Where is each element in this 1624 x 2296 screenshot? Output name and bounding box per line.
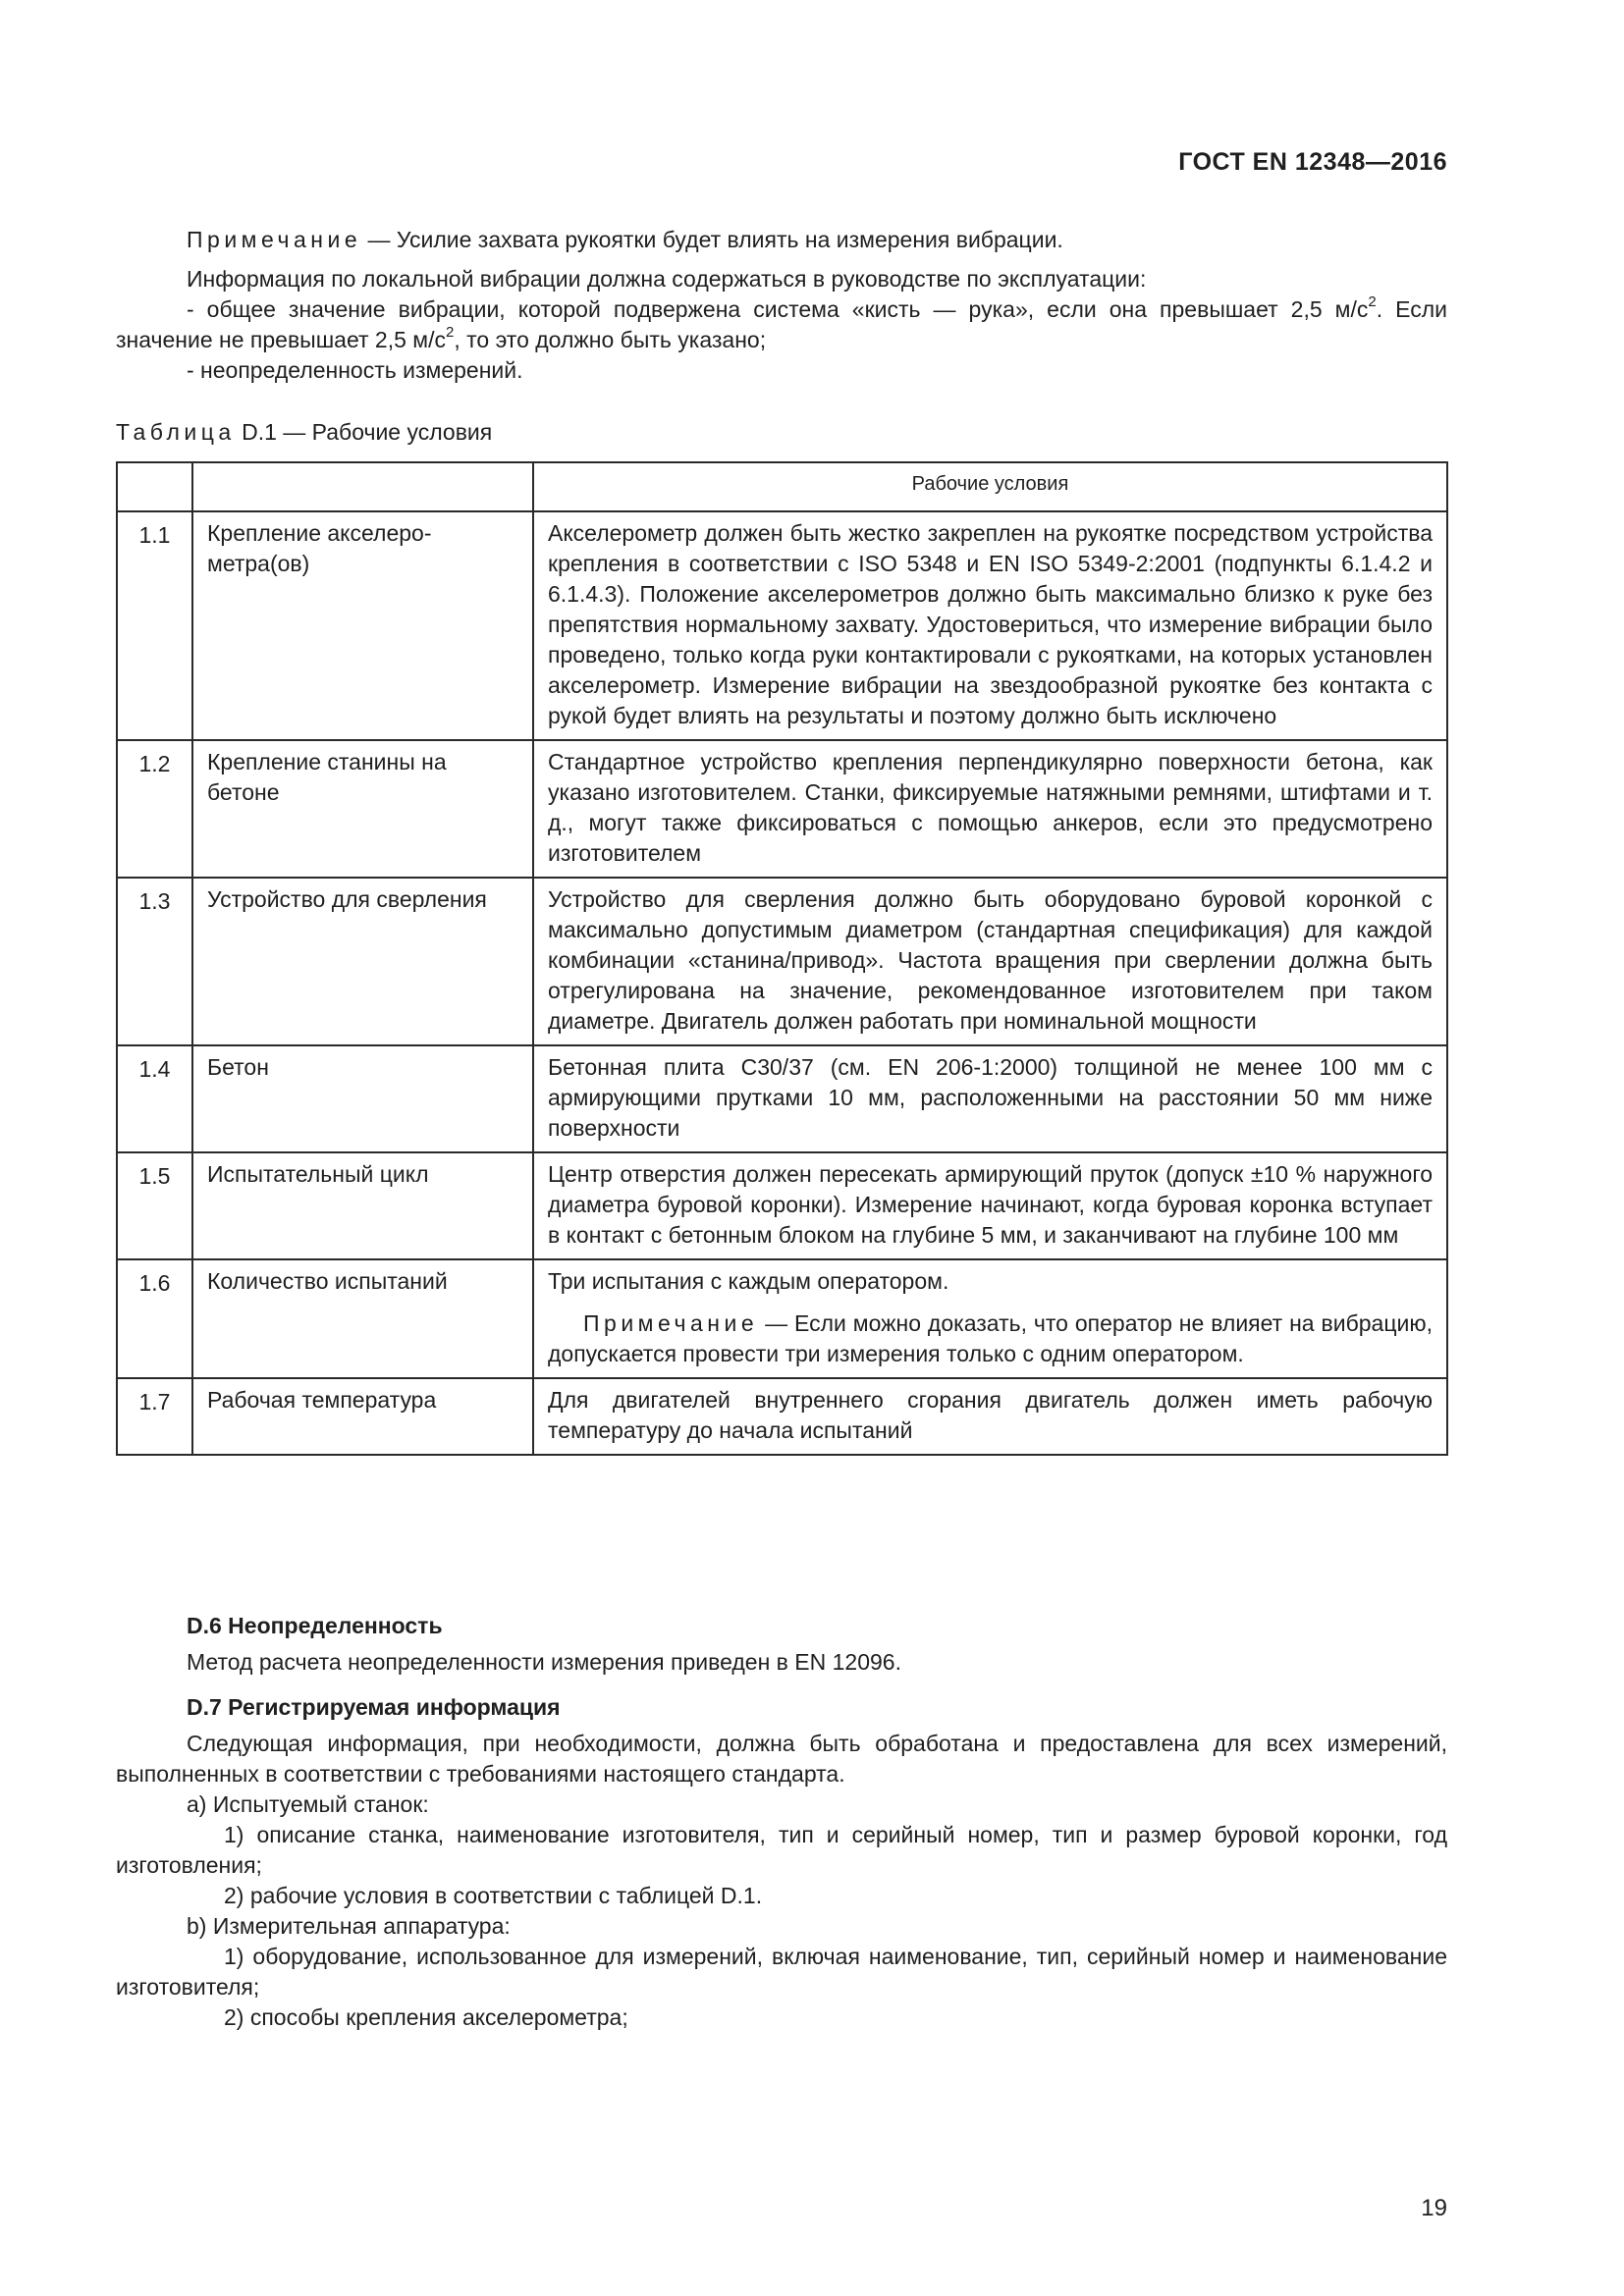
section-d7-b-title: b) Измерительная аппаратура: (187, 1913, 511, 1939)
table-row (117, 1045, 1447, 1152)
item1-sup: 2 (1368, 294, 1377, 311)
table-row (117, 511, 1447, 740)
row-number: 1.4 (117, 1045, 192, 1152)
intro-section (116, 225, 1447, 386)
section-d7-heading: D.7 Регистрируемая информация (187, 1694, 561, 1720)
page-number: 19 (1421, 2195, 1447, 2221)
table-row (117, 1378, 1447, 1455)
row-parameter: Количество испытаний (192, 1259, 533, 1378)
row-number: 1.7 (117, 1378, 192, 1455)
section-d7 (116, 1692, 1447, 2033)
section-d7-a2: 2) рабочие условия в соответствии с таблицей D.1. (224, 1883, 763, 1908)
table-row (117, 740, 1447, 878)
table-row (117, 878, 1447, 1045)
table-row (117, 1259, 1447, 1378)
header-empty-cell (192, 462, 533, 511)
table-caption-label: Таблица (116, 419, 236, 445)
intro-item-1 (116, 294, 1447, 355)
row-condition: Для двигателей внутреннего сгорания двигатель должен иметь рабочую температуру до начала испытаний (533, 1378, 1447, 1455)
intro-note (116, 225, 1447, 255)
row-number: 1.6 (117, 1259, 192, 1378)
note-label: Примечание (187, 227, 362, 252)
row-number: 1.5 (117, 1152, 192, 1259)
row-condition: Бетонная плита С30/37 (см. EN 206-1:2000) толщиной не менее 100 мм с армирующими прутками 10 мм, расположенными на расстоянии 50 мм ниже поверхности (533, 1045, 1447, 1152)
item1-sup-2: 2 (445, 324, 455, 342)
row-parameter: Крепление акселеро-метра(ов) (192, 511, 533, 740)
row-parameter: Бетон (192, 1045, 533, 1152)
intro-info-line: Информация по локальной вибрации должна содержаться в руководстве по эксплуатации: (187, 266, 1147, 292)
row-number: 1.2 (117, 740, 192, 878)
row-parameter: Рабочая температура (192, 1378, 533, 1455)
item1-part-a: - общее значение вибрации, которой подвержена система «кисть — рука», если она превышает 2,5 м/с (187, 296, 1369, 322)
row-parameter: Испытательный цикл (192, 1152, 533, 1259)
row-number: 1.3 (117, 878, 192, 1045)
note-text: — Усилие захвата рукоятки будет влиять на измерения вибрации. (367, 227, 1063, 252)
section-d7-b2: 2) способы крепления акселерометра; (224, 2004, 628, 2030)
standard-designation: ГОСТ EN 12348—2016 (1178, 148, 1447, 176)
row-condition: Акселерометр должен быть жестко закреплен на рукоятке посредством устройства крепления в соответствии с ISO 5348 и EN ISO 5349-2:2001 (подпункты 6.1.4.2 и 6.1.4.3). Положение акселерометров должно быть максимально близко к руке без препятствия нормальному захвату. Удостовериться, что измерение вибрации было проведено, только когда руки контактировали с рукоятками, на которых установлен акселерометр. Измерение вибрации на звездообразной рукоятке без контакта с рукой будет влиять на результаты и поэтому должно быть исключено (533, 511, 1447, 740)
intro-item-2: - неопределенность измерений. (187, 357, 523, 383)
table-caption-text: D.1 — Рабочие условия (242, 419, 493, 445)
operating-conditions-table (116, 461, 1448, 1456)
row-condition: Стандартное устройство крепления перпендикулярно поверхности бетона, как указано изготовителем. Станки, фиксируемые натяжными ремнями, штифтами и т. д., могут также фиксироваться с помощью анкеров, если это предусмотрено изготовителем (533, 740, 1447, 878)
section-d6 (116, 1611, 1447, 1678)
table-header-cell: Рабочие условия (533, 462, 1447, 511)
row-parameter: Устройство для сверления (192, 878, 533, 1045)
row-number: 1.1 (117, 511, 192, 740)
header-empty-cell (117, 462, 192, 511)
section-d7-a1: 1) описание станка, наименование изготовителя, тип и серийный номер, тип и размер буровой коронки, год изготовления; (116, 1822, 1447, 1878)
row-condition: Устройство для сверления должно быть оборудовано буровой коронкой с максимально допустимым диаметром (стандартная спецификация) для каждой комбинации «станина/привод». Частота вращения при сверлении должна быть отрегулирована на значение, рекомендованное изготовителем при таком диаметре. Двигатель должен работать при номинальной мощности (533, 878, 1447, 1045)
row-note-text: — Если можно доказать, что оператор не влияет на вибрацию, допускается провести три измерения только с одним оператором. (548, 1310, 1434, 1366)
item1-part-c: , то это должно быть указано; (454, 327, 767, 352)
row-condition-text: Три испытания с каждым оператором. (548, 1268, 949, 1294)
section-d6-heading: D.6 Неопределенность (187, 1613, 443, 1638)
table-row (117, 1152, 1447, 1259)
section-d7-intro: Следующая информация, при необходимости, должна быть обработана и предоставлена для всех измерений, выполненных в соответствии с требованиями настоящего стандарта. (116, 1731, 1447, 1787)
item1-part-b: . Если значение не превышает 2,5 м/с (116, 296, 1448, 352)
table-caption (116, 417, 1447, 448)
table-header-row (117, 462, 1447, 511)
row-condition (533, 1259, 1447, 1378)
row-condition: Центр отверстия должен пересекать армирующий пруток (допуск ±10 % наружного диаметра буровой коронки). Измерение начинают, когда буровая коронка вступает в контакт с бетонным блоком на глубине 5 мм, и заканчивают на глубине 100 мм (533, 1152, 1447, 1259)
section-d7-b1: 1) оборудование, использованное для измерений, включая наименование, тип, серийный номер и наименование изготовителя; (116, 1944, 1447, 2000)
row-note (548, 1308, 1433, 1369)
row-parameter: Крепление станины на бетоне (192, 740, 533, 878)
section-d6-text: Метод расчета неопределенности измерения приведен в EN 12096. (187, 1649, 901, 1675)
section-d7-a-title: а) Испытуемый станок: (187, 1791, 429, 1817)
row-note-label: Примечание (583, 1310, 759, 1336)
